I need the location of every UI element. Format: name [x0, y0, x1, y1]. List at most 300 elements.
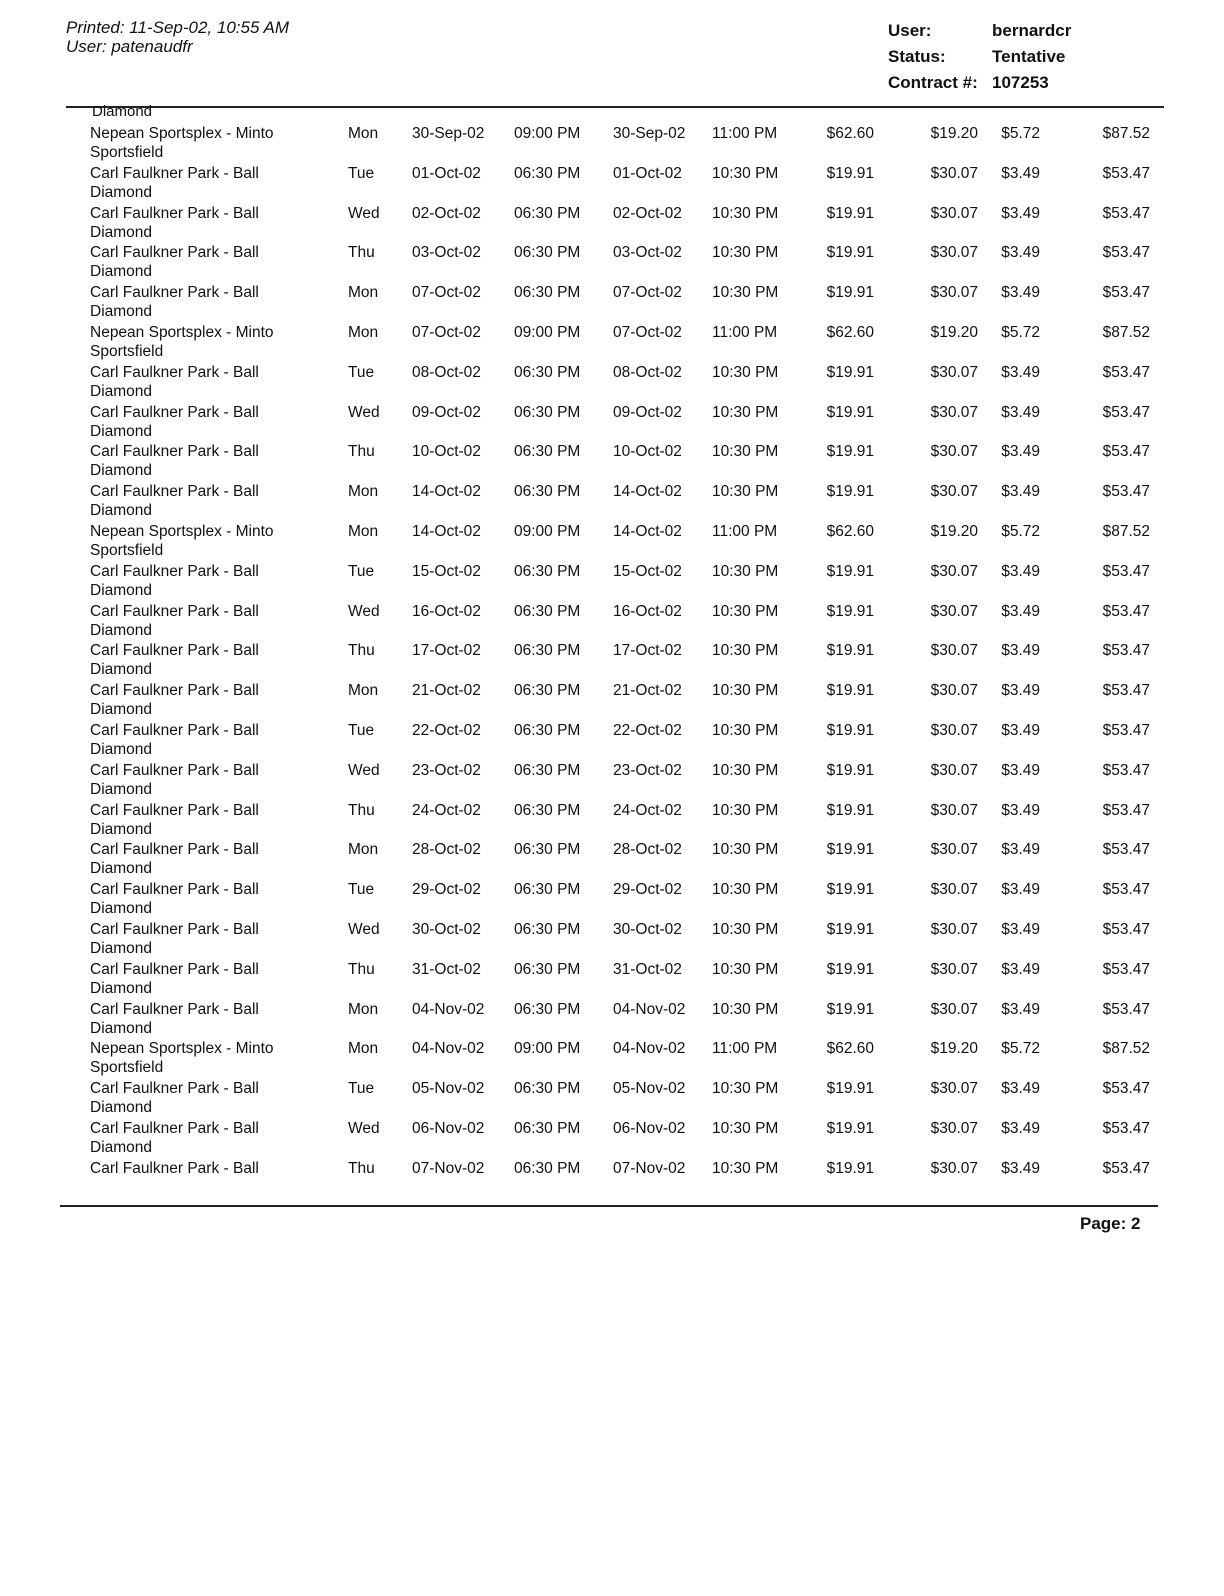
start-time-cell: 06:30 PM [514, 921, 581, 938]
amount2-cell: $30.07 [930, 363, 978, 381]
amount3-cell: $5.72 [1001, 1040, 1040, 1058]
end-date-cell: 07-Oct-02 [613, 284, 682, 302]
amount2-cell: $30.07 [930, 960, 978, 978]
table-row [0, 1079, 1224, 1119]
day-cell: Tue [348, 164, 375, 182]
end-date-cell: 04-Nov-02 [613, 1040, 686, 1058]
start-time-cell: 06:30 PM [514, 562, 581, 580]
amount3-cell: $3.49 [1001, 403, 1040, 421]
start-date-cell: 23-Oct-02 [412, 761, 481, 779]
total-cell: $53.47 [1102, 602, 1150, 620]
start-time-cell: 06:30 PM [514, 1159, 581, 1177]
end-date-cell: 24-Oct-02 [613, 801, 682, 819]
start-date-cell: 17-Oct-02 [412, 642, 481, 660]
facility-cell: Carl Faulkner Park - Ball Diamond [90, 1120, 259, 1156]
facility-cell: Carl Faulkner Park - Ball Diamond [90, 642, 259, 679]
start-time-cell: 06:30 PM [514, 284, 581, 302]
start-date-cell: 09-Oct-02 [412, 403, 481, 421]
end-date-cell: 14-Oct-02 [613, 483, 682, 501]
continued-facility-fragment: Diamond [92, 103, 153, 120]
total-cell: $53.47 [1102, 881, 1150, 899]
start-time-cell: 06:30 PM [514, 1000, 581, 1018]
total-cell: $87.52 [1102, 523, 1150, 540]
table-row [0, 721, 1224, 761]
day-cell: Mon [348, 1000, 379, 1018]
start-date-cell: 15-Oct-02 [412, 562, 481, 580]
start-date-cell: 03-Oct-02 [412, 244, 481, 262]
amount1-cell: $19.91 [826, 801, 874, 819]
amount2-cell: $19.20 [930, 324, 978, 341]
table-row [0, 164, 1224, 204]
table-row [0, 801, 1224, 841]
start-time-cell: 06:30 PM [514, 642, 581, 660]
start-time-cell: 09:00 PM [514, 324, 581, 341]
amount2-cell: $30.07 [930, 244, 978, 262]
facility-cell: Carl Faulkner Park - Ball Diamond [90, 761, 259, 798]
start-time-cell: 09:00 PM [514, 523, 581, 540]
end-date-cell: 16-Oct-02 [613, 602, 682, 620]
day-cell: Tue [348, 363, 375, 381]
end-time-cell: 10:30 PM [712, 363, 779, 381]
table-row [0, 482, 1224, 522]
amount3-cell: $3.49 [1001, 960, 1040, 978]
amount2-cell: $30.07 [930, 1000, 978, 1018]
start-date-cell: 04-Nov-02 [412, 1000, 485, 1018]
start-date-cell: 31-Oct-02 [412, 960, 481, 978]
amount1-cell: $19.91 [826, 244, 874, 262]
amount1-cell: $19.91 [826, 722, 874, 739]
end-time-cell: 10:30 PM [712, 284, 779, 302]
end-date-cell: 08-Oct-02 [613, 363, 682, 381]
table-row [0, 1159, 1224, 1199]
amount2-cell: $30.07 [930, 801, 978, 819]
amount2-cell: $30.07 [930, 642, 978, 660]
table-row [0, 1000, 1224, 1040]
table-row [0, 442, 1224, 482]
amount1-cell: $19.91 [826, 841, 874, 859]
total-cell: $53.47 [1102, 1080, 1150, 1098]
start-date-cell: 29-Oct-02 [412, 881, 481, 899]
start-time-cell: 06:30 PM [514, 204, 581, 222]
end-time-cell: 10:30 PM [712, 443, 779, 461]
day-cell: Mon [348, 682, 379, 700]
start-time-cell: 06:30 PM [514, 960, 581, 978]
total-cell: $87.52 [1102, 125, 1150, 142]
table-row [0, 641, 1224, 681]
facility-cell: Carl Faulkner Park - Ball Diamond [90, 602, 259, 639]
facility-cell: Carl Faulkner Park - Ball Diamond [90, 363, 259, 400]
amount1-cell: $19.91 [826, 682, 874, 700]
end-date-cell: 15-Oct-02 [613, 562, 682, 580]
end-time-cell: 10:30 PM [712, 1000, 779, 1018]
amount1-cell: $19.91 [826, 443, 874, 461]
amount1-cell: $62.60 [826, 125, 874, 142]
amount3-cell: $5.72 [1001, 125, 1040, 142]
start-date-cell: 24-Oct-02 [412, 801, 481, 819]
user-line [888, 18, 1071, 44]
end-date-cell: 23-Oct-02 [613, 761, 682, 779]
amount2-cell: $19.20 [930, 1040, 978, 1058]
total-cell: $53.47 [1102, 403, 1150, 421]
facility-cell: Carl Faulkner Park - Ball Diamond [90, 244, 259, 281]
facility-cell: Carl Faulkner Park - Ball Diamond [90, 921, 259, 957]
start-date-cell: 10-Oct-02 [412, 443, 481, 461]
total-cell: $53.47 [1102, 363, 1150, 381]
day-cell: Thu [348, 801, 375, 819]
day-cell: Tue [348, 1080, 375, 1098]
amount3-cell: $3.49 [1001, 1000, 1040, 1018]
day-cell: Thu [348, 642, 375, 660]
contract-label: Contract #: [888, 73, 978, 92]
day-cell: Wed [348, 204, 380, 222]
start-time-cell: 06:30 PM [514, 244, 581, 262]
amount2-cell: $30.07 [930, 1080, 978, 1098]
start-date-cell: 02-Oct-02 [412, 204, 481, 222]
amount3-cell: $3.49 [1001, 841, 1040, 859]
day-cell: Mon [348, 1040, 379, 1058]
end-time-cell: 11:00 PM [712, 125, 778, 142]
amount1-cell: $19.91 [826, 363, 874, 381]
start-time-cell: 06:30 PM [514, 801, 581, 819]
amount3-cell: $5.72 [1001, 523, 1040, 540]
amount2-cell: $19.20 [930, 125, 978, 142]
start-time-cell: 06:30 PM [514, 443, 581, 461]
end-date-cell: 02-Oct-02 [613, 204, 682, 222]
start-date-cell: 07-Nov-02 [412, 1159, 485, 1177]
end-time-cell: 10:30 PM [712, 921, 779, 938]
start-date-cell: 05-Nov-02 [412, 1080, 485, 1098]
amount2-cell: $30.07 [930, 403, 978, 421]
day-cell: Thu [348, 1159, 375, 1177]
day-cell: Wed [348, 602, 380, 620]
day-cell: Mon [348, 483, 379, 501]
facility-cell: Carl Faulkner Park - Ball Diamond [90, 284, 259, 321]
start-time-cell: 06:30 PM [514, 403, 581, 421]
end-date-cell: 30-Oct-02 [613, 921, 682, 938]
end-time-cell: 10:30 PM [712, 244, 779, 262]
top-divider [66, 106, 1164, 108]
end-date-cell: 28-Oct-02 [613, 841, 682, 859]
amount1-cell: $62.60 [826, 1040, 874, 1058]
start-date-cell: 01-Oct-02 [412, 164, 481, 182]
end-time-cell: 10:30 PM [712, 801, 779, 819]
amount3-cell: $3.49 [1001, 443, 1040, 461]
day-cell: Mon [348, 841, 379, 859]
end-date-cell: 30-Sep-02 [613, 125, 686, 142]
amount2-cell: $30.07 [930, 483, 978, 501]
amount3-cell: $3.49 [1001, 284, 1040, 302]
amount3-cell: $3.49 [1001, 921, 1040, 938]
amount1-cell: $19.91 [826, 602, 874, 620]
facility-cell: Carl Faulkner Park - Ball Diamond [90, 1080, 259, 1117]
table-row [0, 840, 1224, 880]
table-row [0, 880, 1224, 920]
contract-line [888, 70, 1071, 96]
end-time-cell: 10:30 PM [712, 483, 779, 501]
end-date-cell: 21-Oct-02 [613, 682, 682, 700]
total-cell: $53.47 [1102, 1159, 1150, 1177]
end-time-cell: 10:30 PM [712, 642, 779, 660]
amount3-cell: $3.49 [1001, 204, 1040, 222]
amount1-cell: $19.91 [826, 483, 874, 501]
status-line [888, 44, 1071, 70]
amount1-cell: $19.91 [826, 921, 874, 938]
day-cell: Thu [348, 244, 375, 262]
user-label: User: [888, 21, 932, 40]
facility-cell: Carl Faulkner Park - Ball Diamond [90, 164, 259, 201]
total-cell: $87.52 [1102, 1040, 1150, 1058]
printed-timestamp: Printed: 11-Sep-02, 10:55 AM [66, 18, 290, 37]
amount1-cell: $19.91 [826, 204, 874, 222]
start-date-cell: 04-Nov-02 [412, 1040, 485, 1058]
end-time-cell: 10:30 PM [712, 761, 779, 779]
facility-cell: Carl Faulkner Park - Ball Diamond [90, 881, 259, 918]
total-cell: $53.47 [1102, 682, 1150, 700]
facility-cell: Carl Faulkner Park - Ball Diamond [90, 443, 259, 480]
facility-cell: Nepean Sportsplex - Minto Sportsfield [90, 523, 274, 559]
start-time-cell: 06:30 PM [514, 722, 581, 739]
facility-cell: Nepean Sportsplex - Minto Sportsfield [90, 324, 274, 360]
table-row [0, 403, 1224, 443]
total-cell: $53.47 [1102, 960, 1150, 978]
start-time-cell: 09:00 PM [514, 1040, 581, 1058]
end-date-cell: 03-Oct-02 [613, 244, 682, 262]
amount3-cell: $3.49 [1001, 363, 1040, 381]
end-time-cell: 10:30 PM [712, 562, 779, 580]
end-date-cell: 17-Oct-02 [613, 642, 682, 660]
total-cell: $53.47 [1102, 921, 1150, 938]
status-label: Status: [888, 47, 946, 66]
end-time-cell: 11:00 PM [712, 324, 778, 341]
end-date-cell: 04-Nov-02 [613, 1000, 686, 1018]
amount1-cell: $19.91 [826, 761, 874, 779]
bottom-divider [60, 1205, 1158, 1207]
amount3-cell: $3.49 [1001, 682, 1040, 700]
total-cell: $53.47 [1102, 204, 1150, 222]
total-cell: $53.47 [1102, 562, 1150, 580]
facility-cell: Carl Faulkner Park - Ball Diamond [90, 960, 259, 997]
amount2-cell: $30.07 [930, 443, 978, 461]
amount3-cell: $3.49 [1001, 1159, 1040, 1177]
total-cell: $53.47 [1102, 841, 1150, 859]
amount2-cell: $30.07 [930, 204, 978, 222]
amount1-cell: $19.91 [826, 164, 874, 182]
amount3-cell: $3.49 [1001, 801, 1040, 819]
amount2-cell: $30.07 [930, 722, 978, 739]
total-cell: $53.47 [1102, 1120, 1150, 1137]
end-time-cell: 10:30 PM [712, 164, 779, 182]
total-cell: $53.47 [1102, 722, 1150, 739]
amount3-cell: $3.49 [1001, 642, 1040, 660]
day-cell: Thu [348, 443, 375, 461]
contract-info [888, 18, 1071, 96]
start-time-cell: 06:30 PM [514, 483, 581, 501]
start-date-cell: 07-Oct-02 [412, 284, 481, 302]
table-row [0, 761, 1224, 801]
table-row [0, 283, 1224, 323]
page-number: Page: 2 [1080, 1214, 1141, 1233]
facility-cell: Carl Faulkner Park - Ball [90, 1159, 259, 1177]
end-date-cell: 14-Oct-02 [613, 523, 682, 540]
amount2-cell: $30.07 [930, 164, 978, 182]
total-cell: $53.47 [1102, 801, 1150, 819]
day-cell: Mon [348, 284, 379, 302]
end-time-cell: 10:30 PM [712, 722, 779, 739]
total-cell: $53.47 [1102, 642, 1150, 660]
start-time-cell: 06:30 PM [514, 881, 581, 899]
amount1-cell: $19.91 [826, 1120, 874, 1137]
day-cell: Tue [348, 881, 375, 899]
end-date-cell: 22-Oct-02 [613, 722, 682, 739]
print-info [66, 18, 289, 56]
end-time-cell: 10:30 PM [712, 960, 779, 978]
table-row [0, 204, 1224, 244]
day-cell: Wed [348, 403, 380, 421]
amount1-cell: $19.91 [826, 1080, 874, 1098]
facility-cell: Nepean Sportsplex - Minto Sportsfield [90, 1040, 274, 1077]
amount1-cell: $19.91 [826, 960, 874, 978]
table-row [0, 602, 1224, 642]
day-cell: Wed [348, 1120, 380, 1137]
status-value: Tentative [992, 47, 1066, 66]
day-cell: Wed [348, 761, 380, 779]
day-cell: Wed [348, 921, 380, 938]
amount2-cell: $30.07 [930, 921, 978, 938]
start-date-cell: 22-Oct-02 [412, 722, 481, 739]
day-cell: Thu [348, 960, 375, 978]
table-row [0, 124, 1224, 164]
start-date-cell: 16-Oct-02 [412, 602, 481, 620]
end-time-cell: 11:00 PM [712, 523, 778, 540]
start-date-cell: 30-Sep-02 [412, 125, 485, 142]
end-time-cell: 10:30 PM [712, 1080, 779, 1098]
facility-cell: Carl Faulkner Park - Ball Diamond [90, 1000, 259, 1037]
start-date-cell: 08-Oct-02 [412, 363, 481, 381]
table-row [0, 243, 1224, 283]
table-row [0, 1039, 1224, 1079]
user-value: bernardcr [992, 21, 1072, 40]
amount3-cell: $3.49 [1001, 722, 1040, 739]
amount1-cell: $19.91 [826, 403, 874, 421]
amount3-cell: $3.49 [1001, 164, 1040, 182]
facility-cell: Carl Faulkner Park - Ball Diamond [90, 204, 259, 241]
end-time-cell: 10:30 PM [712, 204, 779, 222]
amount3-cell: $3.49 [1001, 483, 1040, 501]
start-date-cell: 07-Oct-02 [412, 324, 481, 341]
facility-cell: Nepean Sportsplex - Minto Sportsfield [90, 125, 274, 161]
day-cell: Mon [348, 523, 379, 540]
amount2-cell: $30.07 [930, 1159, 978, 1177]
start-date-cell: 14-Oct-02 [412, 523, 481, 540]
amount1-cell: $19.91 [826, 284, 874, 302]
end-time-cell: 10:30 PM [712, 881, 779, 899]
amount2-cell: $30.07 [930, 284, 978, 302]
amount3-cell: $3.49 [1001, 1080, 1040, 1098]
printed-by-user: User: patenaudfr [66, 37, 193, 56]
amount1-cell: $19.91 [826, 642, 874, 660]
table-row [0, 681, 1224, 721]
facility-cell: Carl Faulkner Park - Ball Diamond [90, 801, 259, 838]
start-time-cell: 06:30 PM [514, 602, 581, 620]
amount2-cell: $30.07 [930, 682, 978, 700]
amount3-cell: $3.49 [1001, 602, 1040, 620]
amount1-cell: $62.60 [826, 523, 874, 540]
start-date-cell: 21-Oct-02 [412, 682, 481, 700]
end-time-cell: 10:30 PM [712, 841, 779, 859]
start-time-cell: 06:30 PM [514, 164, 581, 182]
table-row [0, 522, 1224, 562]
facility-cell: Carl Faulkner Park - Ball Diamond [90, 483, 259, 520]
amount3-cell: $3.49 [1001, 1120, 1040, 1137]
amount1-cell: $62.60 [826, 324, 874, 341]
end-date-cell: 05-Nov-02 [613, 1080, 686, 1098]
amount1-cell: $19.91 [826, 1159, 874, 1177]
total-cell: $53.47 [1102, 244, 1150, 262]
start-date-cell: 30-Oct-02 [412, 921, 481, 938]
table-row [0, 960, 1224, 1000]
end-time-cell: 11:00 PM [712, 1040, 778, 1058]
table-row [0, 562, 1224, 602]
end-date-cell: 01-Oct-02 [613, 164, 682, 182]
total-cell: $53.47 [1102, 443, 1150, 461]
facility-cell: Carl Faulkner Park - Ball Diamond [90, 722, 259, 758]
day-cell: Mon [348, 324, 379, 341]
start-time-cell: 06:30 PM [514, 841, 581, 859]
total-cell: $53.47 [1102, 483, 1150, 501]
facility-cell: Carl Faulkner Park - Ball Diamond [90, 562, 259, 599]
amount2-cell: $30.07 [930, 881, 978, 899]
facility-cell: Carl Faulkner Park - Ball Diamond [90, 403, 259, 440]
end-date-cell: 31-Oct-02 [613, 960, 682, 978]
amount1-cell: $19.91 [826, 881, 874, 899]
start-time-cell: 09:00 PM [514, 125, 581, 142]
day-cell: Mon [348, 125, 379, 142]
end-date-cell: 29-Oct-02 [613, 881, 682, 899]
table-row [0, 323, 1224, 363]
start-date-cell: 14-Oct-02 [412, 483, 481, 501]
facility-cell: Carl Faulkner Park - Ball Diamond [90, 682, 259, 719]
amount3-cell: $3.49 [1001, 761, 1040, 779]
amount2-cell: $30.07 [930, 562, 978, 580]
start-time-cell: 06:30 PM [514, 363, 581, 381]
start-time-cell: 06:30 PM [514, 1120, 581, 1137]
end-date-cell: 06-Nov-02 [613, 1120, 686, 1137]
start-date-cell: 28-Oct-02 [412, 841, 481, 859]
table-row [0, 363, 1224, 403]
table-row [0, 1119, 1224, 1159]
amount3-cell: $5.72 [1001, 324, 1040, 341]
amount2-cell: $19.20 [930, 523, 978, 540]
amount2-cell: $30.07 [930, 1120, 978, 1137]
end-time-cell: 10:30 PM [712, 403, 779, 421]
amount3-cell: $3.49 [1001, 562, 1040, 580]
total-cell: $87.52 [1102, 324, 1150, 341]
amount1-cell: $19.91 [826, 562, 874, 580]
amount2-cell: $30.07 [930, 841, 978, 859]
end-time-cell: 10:30 PM [712, 1159, 779, 1177]
end-time-cell: 10:30 PM [712, 602, 779, 620]
amount3-cell: $3.49 [1001, 244, 1040, 262]
amount3-cell: $3.49 [1001, 881, 1040, 899]
total-cell: $53.47 [1102, 1000, 1150, 1018]
total-cell: $53.47 [1102, 284, 1150, 302]
end-date-cell: 07-Nov-02 [613, 1159, 686, 1177]
table-row [0, 920, 1224, 960]
amount2-cell: $30.07 [930, 602, 978, 620]
end-time-cell: 10:30 PM [712, 1120, 779, 1137]
day-cell: Tue [348, 562, 375, 580]
facility-cell: Carl Faulkner Park - Ball Diamond [90, 841, 259, 878]
